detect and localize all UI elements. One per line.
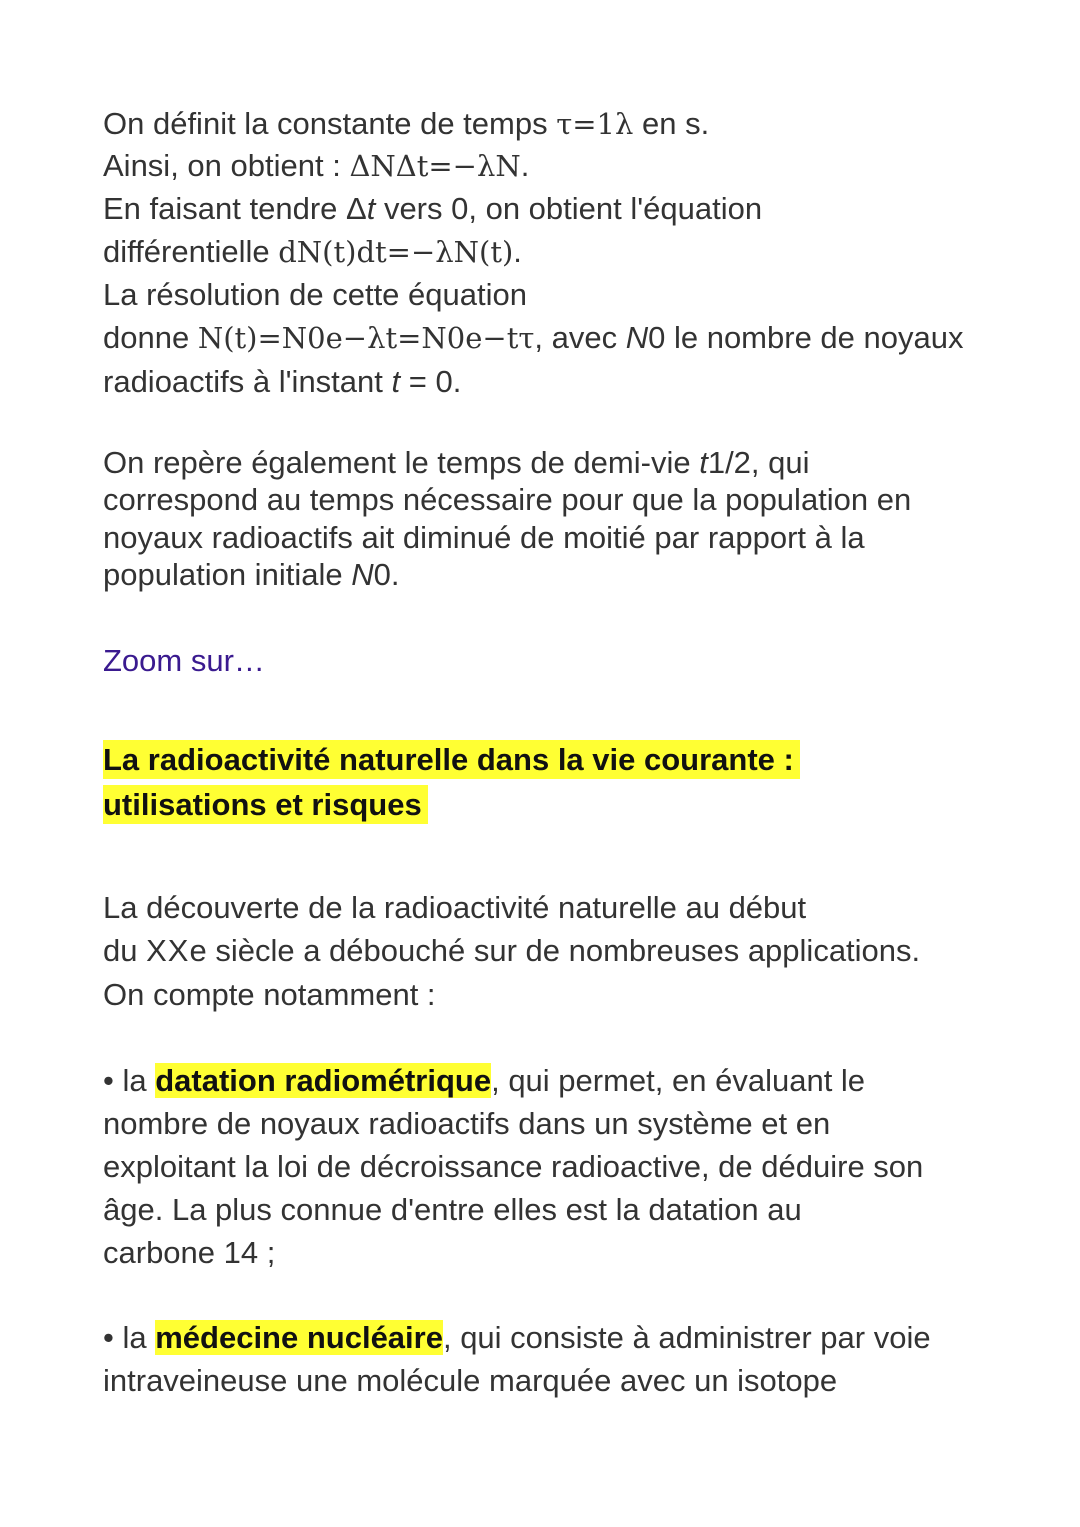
variable: N — [351, 557, 374, 592]
text-line: intraveineuse une molécule marquée avec un isotope — [103, 1363, 838, 1398]
text-segment: 1/2, qui — [707, 445, 810, 480]
math-expression: ΔNΔt=−λN — [349, 149, 521, 183]
roman-numeral: XX — [146, 933, 190, 968]
section-title-line-1 — [103, 738, 800, 782]
text-line — [103, 931, 920, 971]
math-expression: dN(t)dt=−λN(t) — [278, 235, 514, 269]
bullet-item-datation — [103, 1061, 865, 1101]
bullet-prefix: • la — [103, 1320, 156, 1355]
text-segment: . — [520, 148, 530, 183]
text-line: carbone 14 ; — [103, 1235, 276, 1270]
text-line: La découverte de la radioactivité naturelle au début — [103, 890, 807, 925]
text-line: La résolution de cette équation — [103, 277, 527, 312]
text-line: exploitant la loi de décroissance radioactive, de déduire son — [103, 1149, 924, 1184]
text-segment: 0 le nombre de noyaux — [648, 320, 964, 355]
text-segment: Ainsi, on obtient : — [103, 148, 350, 183]
variable: t — [391, 364, 401, 399]
text-line: On compte notamment : — [103, 977, 436, 1012]
text-segment: vers 0, on obtient l'équation — [375, 191, 763, 226]
variable: N — [625, 320, 649, 355]
text-segment: On repère également le temps de demi-vie — [103, 445, 700, 480]
text-segment: population initiale — [103, 557, 352, 592]
math-expression: τ=1λ — [556, 107, 634, 141]
variable: t — [366, 191, 376, 226]
text-segment: différentielle — [103, 234, 279, 269]
text-segment: . — [513, 234, 522, 269]
text-line — [103, 443, 810, 483]
bullet-prefix: • la — [103, 1063, 156, 1098]
text-segment: donne — [103, 320, 198, 355]
text-line — [103, 146, 529, 186]
highlighted-term: médecine nucléaire — [155, 1320, 443, 1355]
text-line: noyaux radioactifs ait diminué de moitié par rapport à la — [103, 520, 865, 555]
text-segment: On définit la constante de temps — [103, 106, 557, 141]
text-line — [103, 555, 399, 595]
text-line: correspond au temps nécessaire pour que la population en — [103, 482, 912, 517]
section-title-line-2 — [103, 783, 428, 827]
zoom-link[interactable]: Zoom sur… — [103, 643, 265, 678]
text-line: nombre de noyaux radioactifs dans un système et en — [103, 1106, 831, 1141]
text-line — [103, 362, 461, 402]
text-segment: , avec — [534, 320, 626, 355]
variable: t — [699, 445, 708, 480]
text-segment: 0. — [373, 557, 400, 592]
highlighted-term: datation radiométrique — [155, 1063, 492, 1098]
bullet-item-medecine — [103, 1318, 931, 1358]
text-segment: du — [103, 933, 147, 968]
text-segment: , qui consiste à administrer par voie — [442, 1320, 931, 1355]
text-segment: radioactifs à l'instant — [103, 364, 392, 399]
text-line — [103, 189, 762, 229]
text-segment: en s. — [633, 106, 710, 141]
text-line — [103, 232, 522, 272]
math-expression: N(t)=N0e−λt=N0e−tτ — [197, 321, 535, 355]
text-line — [103, 104, 709, 144]
section-title-highlight: utilisations et risques — [103, 785, 428, 824]
text-segment: , qui permet, en évaluant le — [491, 1063, 866, 1098]
section-title-highlight: La radioactivité naturelle dans la vie courante : — [103, 740, 800, 779]
text-segment: e siècle a débouché sur de nombreuses applications. — [189, 933, 921, 968]
text-line: âge. La plus connue d'entre elles est la datation au — [103, 1192, 802, 1227]
text-line — [103, 318, 963, 358]
text-segment: En faisant tendre Δ — [103, 191, 367, 226]
text-segment: = 0. — [400, 364, 462, 399]
